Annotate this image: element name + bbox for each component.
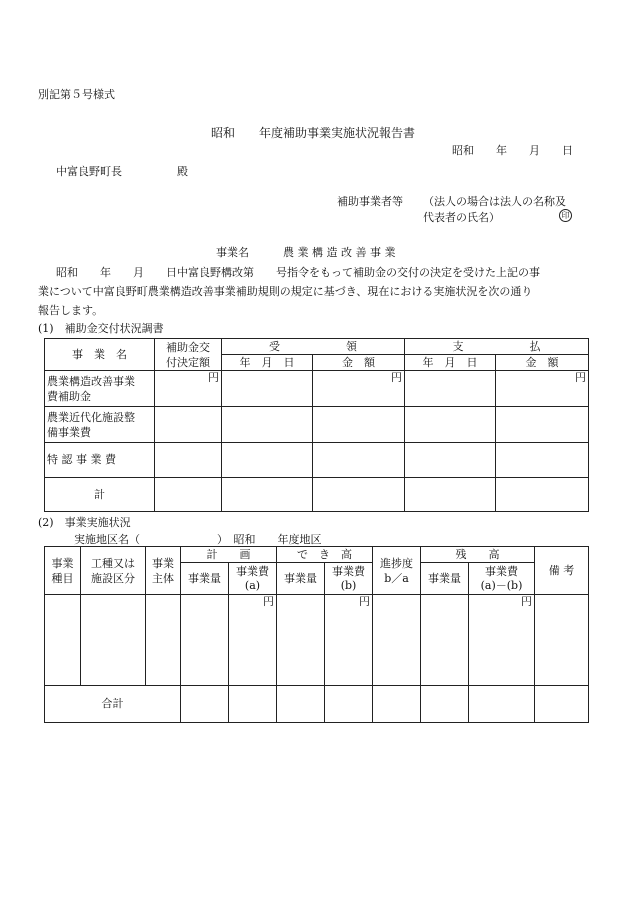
empty-cell: [155, 478, 222, 512]
subheader-plan-volume: 事業量: [181, 563, 229, 595]
subheader-plan-cost-line1: 事業費: [236, 564, 269, 578]
header-remarks: 備 考: [535, 547, 589, 595]
header-work-type-line1: 工種又は: [91, 556, 135, 570]
header-kind: [45, 547, 81, 595]
header-entity-line1: 事業: [152, 556, 174, 570]
empty-cell: [405, 407, 496, 443]
subheader-paid-amount: 金 額: [496, 355, 589, 371]
header-entity: [146, 547, 181, 595]
area-line: 実施地区名（ ） 昭和 年度地区: [74, 533, 322, 546]
empty-cell: [373, 686, 421, 723]
table-row: [45, 686, 589, 723]
body-line-1: 昭和 年 月 日中富良野構改第 号指令をもって補助金の交付の決定を受けた上記の事: [56, 266, 540, 279]
subheader-done-cost-line1: 事業費: [332, 564, 365, 578]
empty-cell: [222, 478, 313, 512]
empty-cell: [496, 407, 589, 443]
subheader-remain-volume: 事業量: [421, 563, 469, 595]
header-progress: [373, 547, 421, 595]
row-label: [45, 407, 155, 443]
row-label-line1: 農業構造改善事業: [47, 374, 135, 388]
empty-cell: [496, 443, 589, 478]
header-decision: [155, 339, 222, 371]
header-remain: 残 高: [421, 547, 535, 563]
empty-cell: [45, 595, 81, 686]
project-name-value: 農 業 構 造 改 善 事 業: [283, 246, 396, 259]
table-row: [45, 407, 589, 443]
table-row: [45, 478, 589, 512]
yen-unit: 円: [469, 595, 535, 686]
document-title: 昭和 年度補助事業実施状況報告書: [211, 126, 416, 140]
header-work-type: [81, 547, 146, 595]
body-line-3: 報告します。: [38, 304, 104, 317]
subheader-done-cost: [325, 563, 373, 595]
yen-unit: 円: [229, 595, 277, 686]
header-kind-line1: 事業: [51, 556, 74, 570]
empty-cell: [222, 371, 313, 407]
empty-cell: [421, 595, 469, 686]
row-label-line2: 費補助金: [47, 389, 91, 403]
empty-cell: [222, 443, 313, 478]
header-progress-line1: 進捗度: [380, 556, 413, 570]
empty-cell: [81, 595, 146, 686]
empty-cell: [535, 595, 589, 686]
empty-cell: [146, 595, 181, 686]
seal-mark: [559, 208, 572, 222]
empty-cell: [313, 478, 405, 512]
applicant-label: 補助事業者等: [337, 195, 403, 208]
empty-cell: [181, 686, 229, 723]
table-row: [45, 595, 589, 686]
header-paid: 支 払: [405, 339, 589, 355]
yen-unit: 円: [325, 595, 373, 686]
subheader-remain-cost-line2: (a)－(b): [480, 578, 523, 592]
empty-cell: [277, 686, 325, 723]
header-decision-line2: 付決定額: [166, 355, 210, 369]
yen-unit: 円: [155, 371, 222, 407]
subheader-paid-date: 年 月 日: [405, 355, 496, 371]
empty-cell: [469, 686, 535, 723]
subheader-remain-cost-line1: 事業費: [485, 564, 518, 578]
section1-heading: (1) 補助金交付状況調書: [38, 322, 164, 335]
empty-cell: [277, 595, 325, 686]
header-progress-line2: b／a: [384, 571, 409, 585]
yen-unit: 円: [496, 371, 589, 407]
row-label-line2: 備事業費: [47, 425, 91, 439]
empty-cell: [222, 407, 313, 443]
header-work-type-line2: 施設区分: [91, 571, 135, 585]
empty-cell: [405, 443, 496, 478]
table-row: [45, 443, 589, 478]
empty-cell: [373, 595, 421, 686]
body-line-2: 業について中富良野町農業構造改善事業補助規則の規定に基づき、現在における実施状況を次の通り: [38, 285, 533, 298]
empty-cell: [313, 407, 405, 443]
subheader-plan-cost-line2: (a): [244, 578, 261, 592]
applicant-note-line1: （法人の場合は法人の名称及: [423, 195, 566, 208]
empty-cell: [313, 443, 405, 478]
header-received: 受 領: [222, 339, 405, 355]
subheader-received-date: 年 月 日: [222, 355, 313, 371]
empty-cell: [535, 686, 589, 723]
empty-cell: [421, 686, 469, 723]
empty-cell: [155, 443, 222, 478]
header-decision-line1: 補助金交: [166, 340, 210, 354]
row-label: 特 認 事 業 費: [45, 443, 155, 478]
yen-unit: 円: [313, 371, 405, 407]
seal-char: 印: [559, 209, 572, 222]
subheader-done-volume: 事業量: [277, 563, 325, 595]
subsidy-status-table: [44, 338, 589, 512]
empty-cell: [181, 595, 229, 686]
addressee: 中富良野町長 殿: [56, 165, 188, 178]
empty-cell: [405, 478, 496, 512]
implementation-status-table: [44, 546, 589, 723]
total-label: 合計: [45, 686, 181, 723]
empty-cell: [155, 407, 222, 443]
subheader-plan-cost: [229, 563, 277, 595]
empty-cell: [405, 371, 496, 407]
row-label-total: 計: [45, 478, 155, 512]
header-done: で き 高: [277, 547, 373, 563]
section2-heading: (2) 事業実施状況: [38, 516, 131, 529]
applicant-note-line2: 代表者の氏名）: [423, 211, 500, 224]
empty-cell: [496, 478, 589, 512]
date-line: 昭和 年 月 日: [452, 144, 573, 157]
subheader-done-cost-line2: (b): [340, 578, 357, 592]
header-entity-line2: 主体: [152, 571, 174, 585]
table-row: [45, 371, 589, 407]
header-project: 事 業 名: [45, 339, 155, 371]
subheader-remain-cost: [469, 563, 535, 595]
header-kind-line2: 種目: [51, 571, 74, 585]
row-label-line1: 農業近代化施設整: [47, 410, 135, 424]
row-label: [45, 371, 155, 407]
project-name-label: 事業名: [216, 246, 249, 259]
empty-cell: [325, 686, 373, 723]
empty-cell: [229, 686, 277, 723]
form-number: 別記第５号様式: [38, 88, 115, 101]
header-plan: 計 画: [181, 547, 277, 563]
subheader-received-amount: 金 額: [313, 355, 405, 371]
